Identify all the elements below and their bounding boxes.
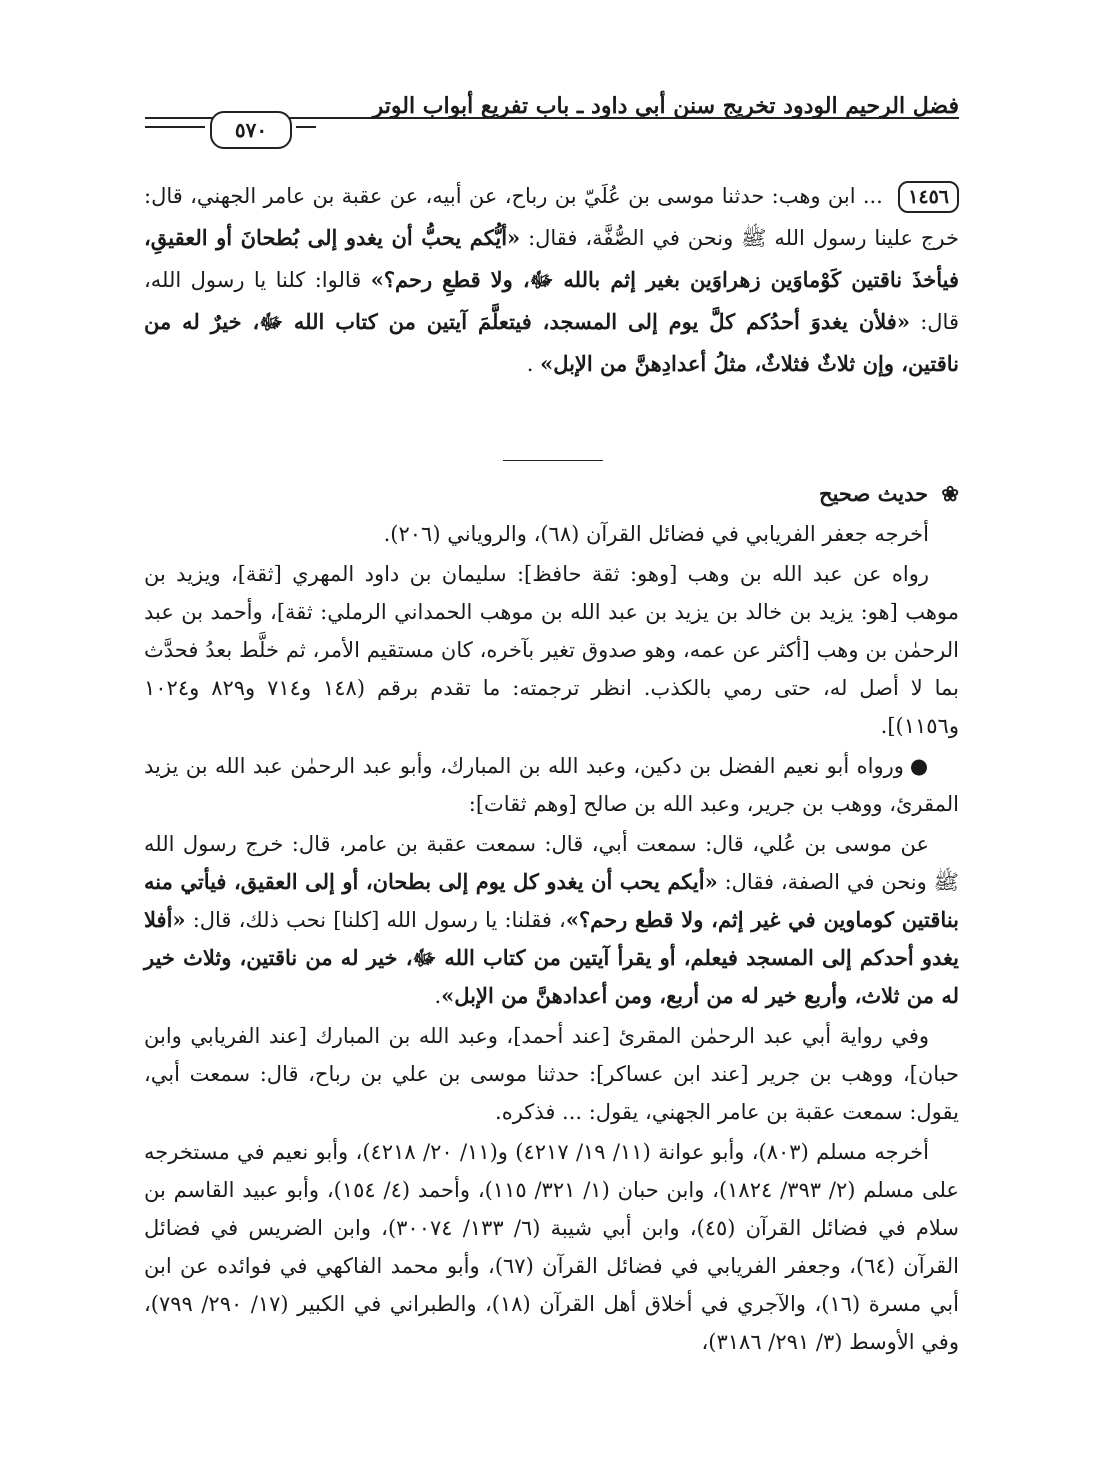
paragraph-4-e: . [434, 984, 442, 1008]
hadith-matn-part1: «أيُّكم يحبُّ أن يغدو إلى بُطحانَ أو العقيقِ، فيأخذَ ناقتين كَوْماوَين زهراوَين بغير إثم بالله ﷻ، ولا قطعِ رحم؟» [144, 225, 959, 292]
takhrij-body [144, 515, 959, 1363]
paragraph-6: أخرجه مسلم (٨٠٣)، وأبو عوانة (١١/ ١٩/ ٤٢١٧) و(١١/ ٢٠/ ٤٢١٨)، وأبو نعيم في مستخرجه على مسلم (٢/ ٣٩٣/ ١٨٢٤)، وابن حبان (١/ ٣٢١/ ١١٥)، وأحمد (٤/ ١٥٤)، وأبو عبيد القاسم بن سلام في فضائل القرآن (٤٥)، وابن أبي شيبة (٦/ ١٣٣/ ٣٠٠٧٤)، وابن الضريس في فضائل القرآن (٦٤)، وجعفر الفريابي في فضائل القرآن (٦٧)، وأبو محمد الفاكهي في فوائده عن ابن أبي مسرة (١٦)، والآجري في أخلاق أهل القرآن (١٨)، والطبراني في الكبير (١٧/ ٢٩٠/ ٧٩٩)، وفي الأوسط (٣/ ٢٩١/ ٣١٨٦)، [144, 1140, 959, 1354]
running-header-title: فضل الرحيم الودود تخريج سنن أبي داود ـ باب تفريع أبواب الوتر [372, 93, 959, 119]
bullet-icon: ● [909, 754, 929, 778]
hadith-block [144, 176, 959, 385]
header-rule-left [145, 126, 205, 128]
paragraph-4-b: «أيكم يحب أن يغدو كل يوم إلى بطحان، أو إلى العقيق، فيأتي منه بناقتين كوماوين في غير إثم، ولا قطع رحم؟» [144, 869, 959, 932]
hadith-narration-part2: قالوا: كلنا يا رسول الله، قال: [144, 268, 959, 334]
paragraph-2: رواه عن عبد الله بن وهب [وهو: ثقة حافظ]: سليمان بن داود المهري [ثقة]، ويزيد بن موهب [هو: يزيد بن خالد بن يزيد بن عبد الله بن موهب الحمداني الرملي: ثقة]، وأحمد بن عبد الرحمٰن بن وهب [أكثر عن عمه، وهو صدوق تغير بآخره، كان مستقيم الأمر، ثم خلَّط بعدُ فحدَّث بما لا أصل له، حتى رمي بالكذب. انظر ترجمته: ما تقدم برقم (١٤٨ و٧١٤ و٨٢٩ و١٠٢٤ و١١٥٦)]. [144, 562, 960, 738]
hadith-matn-part3: «فلأن يغدوَ أحدُكم كلَّ يوم إلى المسجد، فيتعلَّمَ آيتين من كتاب الله ﷻ، خيرٌ له من ناقتين، وإن ثلاثٌ فثلاثٌ، مثلُ أعدادِهنَّ من الإبل» [144, 309, 959, 376]
flower-icon: ❀ [941, 481, 959, 506]
section-divider [503, 460, 603, 461]
header-rule-short [296, 126, 316, 128]
paragraph-5: وفي رواية أبي عبد الرحمٰن المقرئ [عند أحمد]، وعبد الله بن المبارك [عند الفريابي وابن حبان]، ووهب بن جرير [عند ابن عساكر]: حدثنا موسى بن علي بن رباح، قال: سمعت أبي، يقول: سمعت عقبة بن عامر الجهني، يقول: ... فذكره. [144, 1024, 959, 1124]
paragraph-4-d: «أفلا يغدو أحدكم إلى المسجد فيعلم، أو يقرأ آيتين من كتاب الله ﷻ، خير له من ناقتين، وثلاث خير له من ثلاث، وأربع خير له من أربع، ومن أعدادهنَّ من الإبل» [144, 907, 959, 1008]
hadith-number-badge: ١٤٥٦ [898, 181, 959, 213]
hadith-end: . [526, 352, 534, 376]
page-number: ٥٧٠ [210, 111, 292, 149]
grade-label: حديث صحيح [819, 481, 929, 506]
hadith-intro: ... ابن وهب: حدثنا موسى بن عُلَيّ بن رباح، عن أبيه، عن عقبة بن عامر الجهني، قال: خرج علينا رسول الله ﷺ ونحن في الصُّفَّة، فقال: [144, 184, 959, 250]
paragraph-3 [144, 747, 959, 823]
paragraph-4 [144, 825, 959, 1015]
paragraph-1: أخرجه جعفر الفريابي في فضائل القرآن (٦٨)، والروياني (٢٠٦). [383, 522, 929, 546]
paragraph-4-c: ، فقلنا: يا رسول الله [كلنا] نحب ذلك، قال: [185, 908, 566, 932]
paragraph-4-a: عن موسى بن عُلي، قال: سمعت أبي، قال: سمعت عقبة بن عامر، قال: خرج رسول الله ﷺ ونحن في الصفة، فقال: [144, 832, 959, 894]
hadith-grade [819, 475, 959, 513]
paragraph-3-text: ورواه أبو نعيم الفضل بن دكين، وعبد الله بن المبارك، وأبو عبد الرحمٰن عبد الله بن يزيد المقرئ، ووهب بن جرير، وعبد الله بن صالح [وهم ثقات]: [144, 754, 959, 816]
